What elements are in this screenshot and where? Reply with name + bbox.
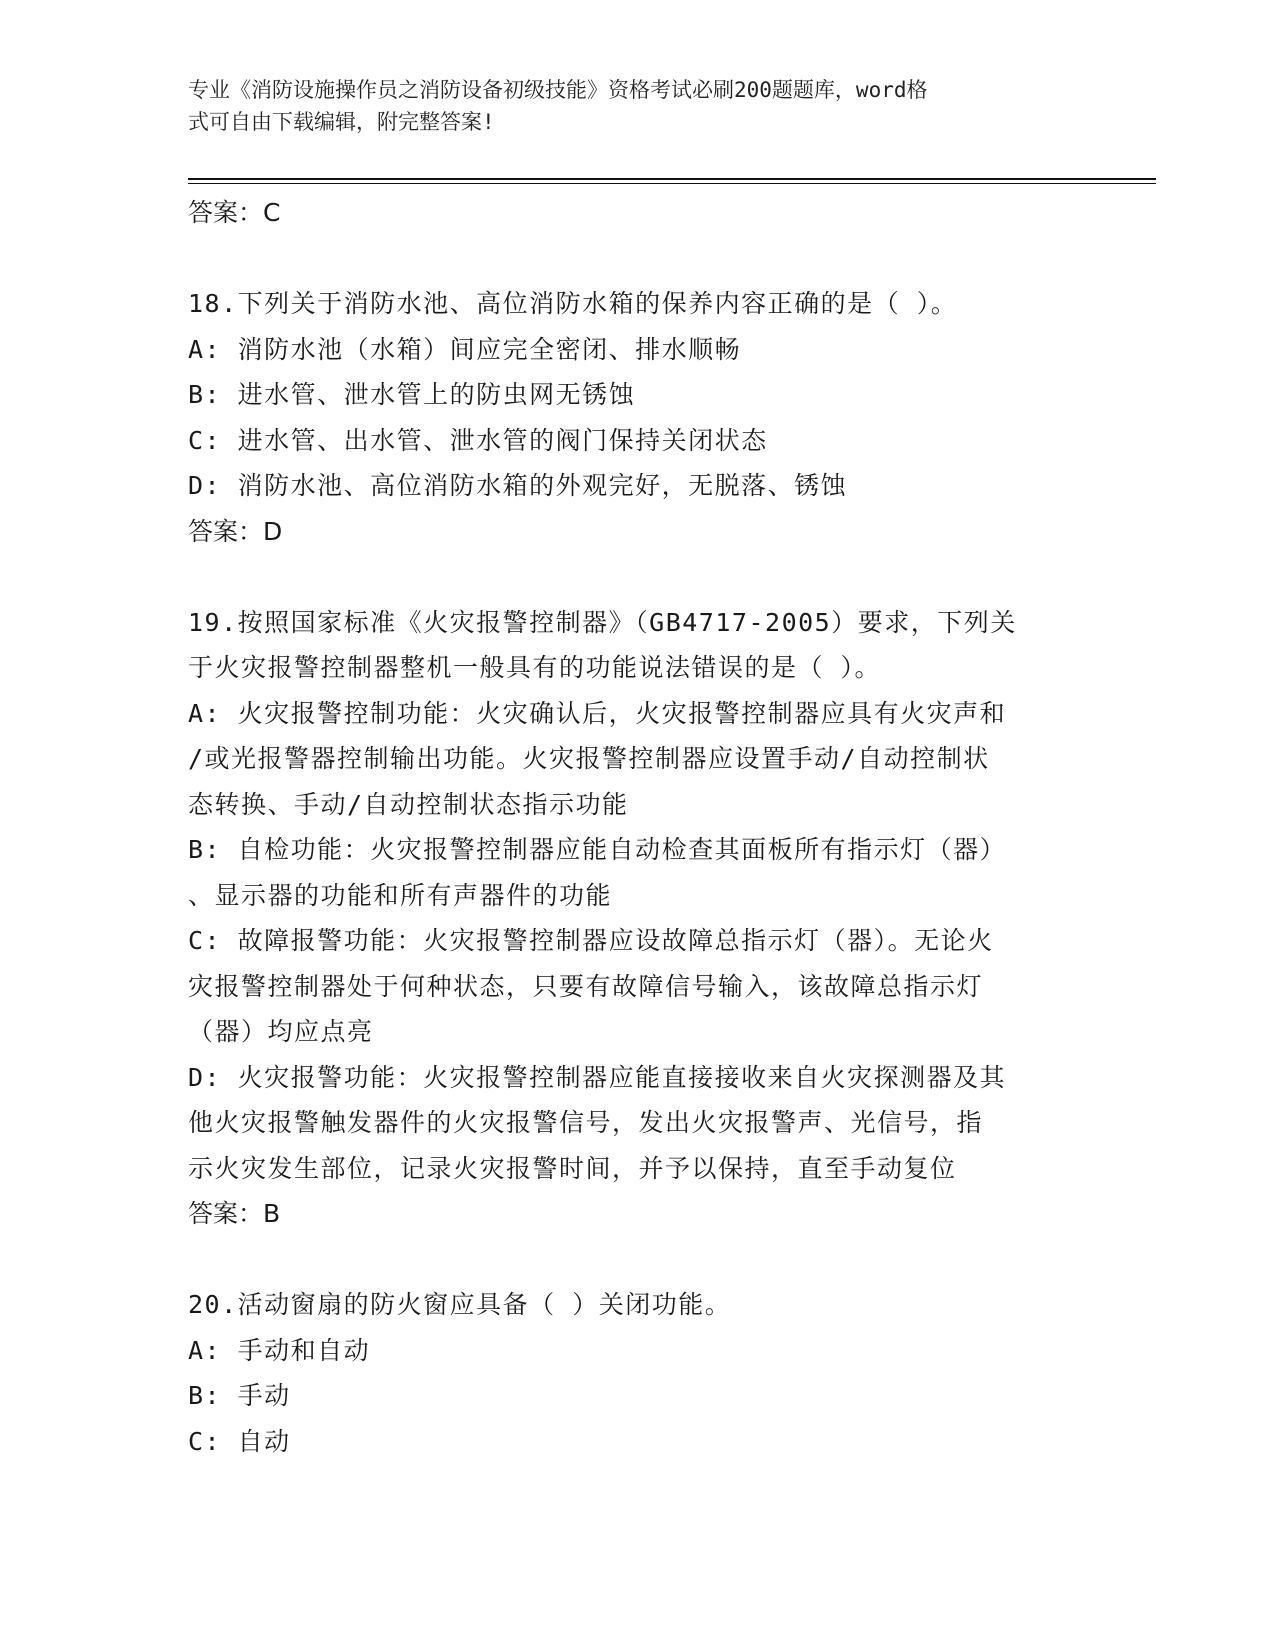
option-line: （器）均应点亮 xyxy=(188,1017,374,1046)
option-line: 他火灾报警触发器件的火灾报警信号，发出火灾报警声、光信号，指 xyxy=(188,1108,984,1137)
question-stem-line: 19.按照国家标准《火灾报警控制器》（GB4717-2005）要求，下列关 xyxy=(188,607,1017,637)
answer-line: 答案：B xyxy=(188,1199,281,1228)
option-line: D: 消防水池、高位消防水箱的外观完好，无脱落、锈蚀 xyxy=(188,471,848,500)
option-line: 态转换、手动/自动控制状态指示功能 xyxy=(188,789,629,819)
question-spacer xyxy=(188,554,1088,600)
option-line: A: 手动和自动 xyxy=(188,1335,371,1365)
header-line-1: 专业《消防设施操作员之消防设备初级技能》资格考试必刷200题题库，word格 xyxy=(188,78,928,102)
question-spacer xyxy=(188,1237,1088,1283)
option-line: 示火灾发生部位，记录火灾报警时间，并予以保持，直至手动复位 xyxy=(188,1153,957,1183)
answer-line: 答案：D xyxy=(188,516,283,546)
header-line-2: 式可自由下载编辑，附完整答案! xyxy=(188,110,495,134)
option-line: D: 火灾报警功能：火灾报警控制器应能直接接收来自火灾探测器及其 xyxy=(188,1062,1007,1092)
question-block xyxy=(188,1282,1088,1464)
header-divider-thick xyxy=(188,178,1156,180)
option-line: 灾报警控制器处于何种状态，只要有故障信号输入，该故障总指示灯 xyxy=(188,971,984,1001)
option-line: A: 消防水池（水箱）间应完全密闭、排水顺畅 xyxy=(188,334,742,364)
header-divider-thin xyxy=(188,183,1156,184)
option-line: C: 进水管、出水管、泄水管的阀门保持关闭状态 xyxy=(188,425,768,455)
question-block xyxy=(188,281,1088,554)
option-line: B: 进水管、泄水管上的防虫网无锈蚀 xyxy=(188,380,636,409)
question-list xyxy=(188,190,1088,1464)
option-line: C: 故障报警功能：火灾报警控制器应设故障总指示灯（器）。无论火 xyxy=(188,926,994,955)
option-line: B: 自检功能：火灾报警控制器应能自动检查其面板所有指示灯（器） xyxy=(188,835,1007,864)
option-line: B: 手动 xyxy=(188,1381,291,1410)
option-line: 、显示器的功能和所有声器件的功能 xyxy=(188,880,613,910)
question-stem-line: 于火灾报警控制器整机一般具有的功能说法错误的是（ ）。 xyxy=(188,653,882,682)
option-line: A: 火灾报警控制功能：火灾确认后，火灾报警控制器应具有火灾声和 xyxy=(188,698,1007,728)
option-line: C: 自动 xyxy=(188,1426,291,1456)
question-stem-line: 18.下列关于消防水池、高位消防水箱的保养内容正确的是（ ）。 xyxy=(188,289,958,318)
question-stem-line: 20.活动窗扇的防火窗应具备（ ）关闭功能。 xyxy=(188,1290,732,1319)
option-line: /或光报警器控制输出功能。火灾报警控制器应设置手动/自动控制状 xyxy=(188,744,990,773)
question-block xyxy=(188,600,1088,1237)
previous-answer: 答案：C xyxy=(188,198,281,227)
question-spacer xyxy=(188,236,1088,282)
document-header xyxy=(188,74,1068,138)
